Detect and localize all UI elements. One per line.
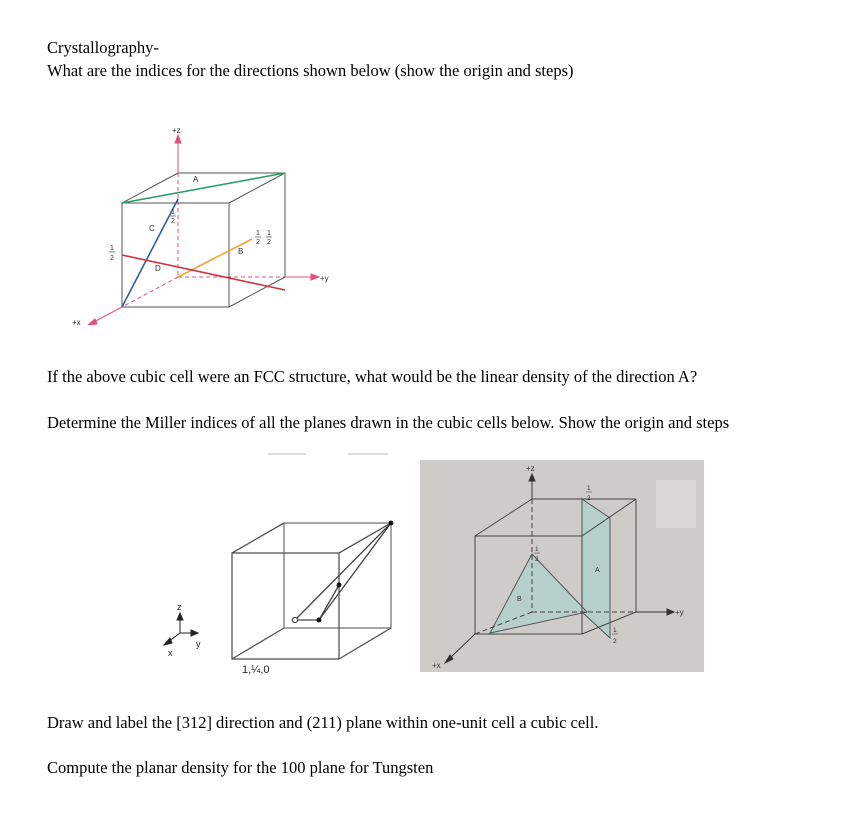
mini-axes [164, 613, 198, 645]
axis-x-label-2: x [168, 648, 173, 658]
photo-axis-x: +x [432, 661, 441, 670]
fraction-labels [109, 209, 272, 262]
hidden-edges [122, 173, 285, 307]
photo-axis-z: +z [526, 464, 535, 473]
svg-text:1: 1 [256, 230, 260, 237]
svg-text:2: 2 [171, 218, 175, 225]
axis-z-label: +z [172, 126, 181, 135]
direction-a [122, 173, 285, 203]
question-planar-density: Compute the planar density for the 100 plane for Tungsten [47, 758, 434, 777]
plane-cube-figure-left [150, 445, 410, 680]
axis-y-label: +y [320, 274, 329, 283]
axis-x-label: +x [72, 318, 81, 325]
photo-drawing [420, 460, 704, 672]
svg-text:2: 2 [267, 239, 271, 246]
cube-edges [122, 173, 285, 307]
svg-text:1: 1 [613, 627, 617, 634]
heading: Crystallography- [47, 38, 159, 57]
direction-cube-figure [70, 125, 390, 325]
front-cube-edges [232, 523, 391, 659]
axes [88, 135, 319, 325]
label-b: B [238, 247, 244, 256]
svg-text:1: 1 [535, 546, 539, 553]
origin-marker [292, 617, 297, 622]
svg-text:2: 2 [613, 638, 617, 645]
direction-d [122, 255, 285, 290]
plane-cube-photo [420, 460, 704, 672]
question-draw-direction: Draw and label the [312] direction and (211) plane within one-unit cell a cubic cell. [47, 713, 599, 732]
axis-y-label-2: y [196, 639, 201, 649]
svg-text:2: 2 [535, 556, 539, 563]
svg-text:2: 2 [587, 495, 591, 502]
photo-glare [656, 480, 696, 528]
photo-label-b: B [517, 596, 522, 603]
point-marker [317, 618, 322, 623]
svg-text:1: 1 [267, 230, 271, 237]
corner-marker [389, 521, 394, 526]
question-indices: What are the indices for the directions shown below (show the origin and steps) [47, 61, 574, 80]
photo-axis-y: +y [675, 608, 684, 617]
label-d: D [155, 264, 161, 273]
question-linear-density: If the above cubic cell were an FCC structure, what would be the linear density of the direction A? [47, 367, 698, 386]
svg-text:1: 1 [110, 245, 114, 252]
svg-text:2: 2 [256, 239, 260, 246]
plane-outline [295, 523, 391, 620]
svg-text:1: 1 [587, 485, 591, 492]
direction-c [122, 199, 178, 307]
svg-text:2: 2 [110, 255, 114, 262]
label-a: A [193, 175, 199, 184]
svg-text:1: 1 [171, 209, 175, 216]
question-miller-indices: Determine the Miller indices of all the planes drawn in the cubic cells below. Show the origin and steps [47, 413, 730, 432]
direction-b [178, 239, 252, 277]
coordinate-label: 1,¼,0 [242, 664, 270, 676]
point-marker-2 [337, 583, 342, 588]
photo-label-a: A [595, 567, 600, 574]
axis-z-label-2: z [177, 602, 182, 612]
label-c: C [149, 224, 155, 233]
